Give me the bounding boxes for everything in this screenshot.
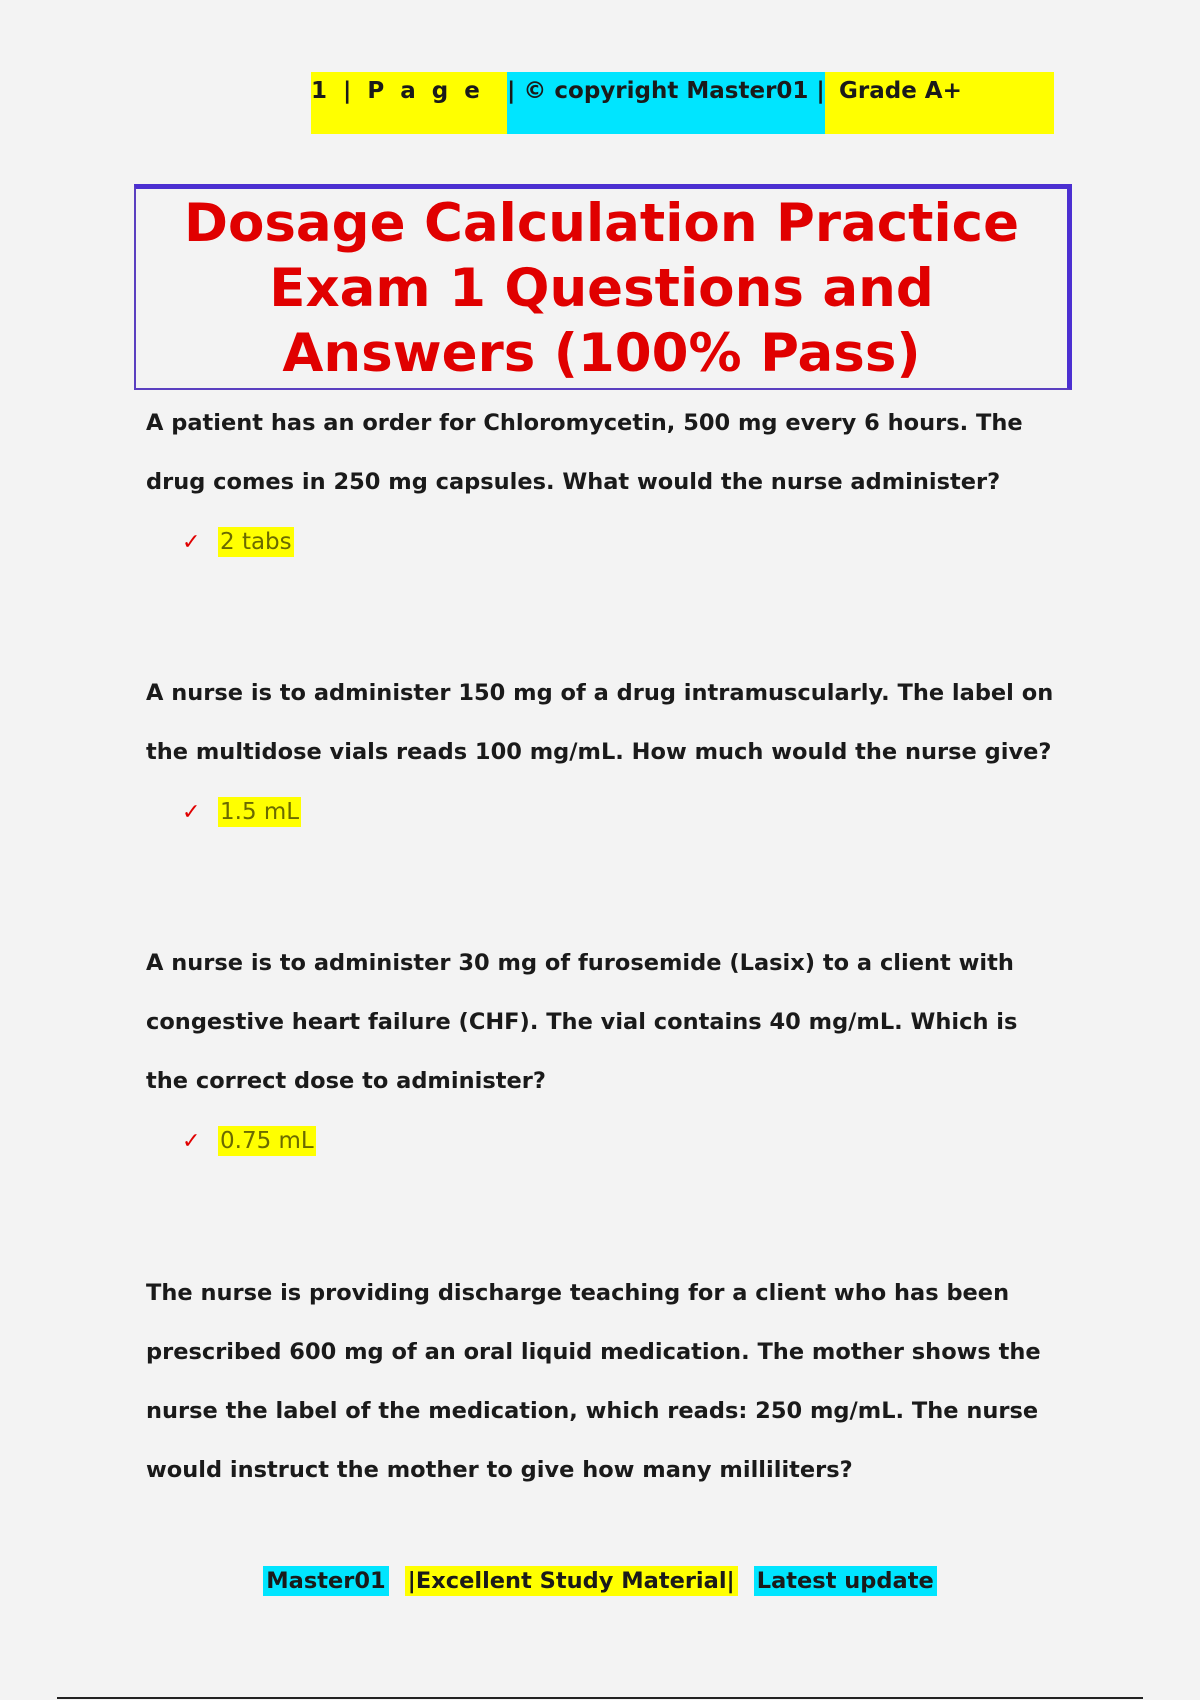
page-footer <box>0 1566 1200 1596</box>
answer-row <box>182 1123 1066 1159</box>
answer-row <box>182 524 1066 560</box>
answer-text: 0.75 mL <box>220 1128 314 1154</box>
question-text: A nurse is to administer 30 mg of furosemide (Lasix) to a client with congestive heart failure (CHF). The vial contains 40 mg/mL. Which is the correct dose to administer? <box>146 950 1018 1094</box>
copyright-notice: | © copyright Master01 | <box>507 72 825 134</box>
footer-tagline: |Excellent Study Material| <box>405 1566 738 1596</box>
footer-author: Master01 <box>263 1566 388 1596</box>
page-header <box>311 72 1054 134</box>
answer-row <box>182 794 1066 830</box>
footer-update: Latest update <box>754 1566 937 1596</box>
grade-label: Grade A+ <box>825 72 1054 134</box>
answer-text: 2 tabs <box>220 529 292 555</box>
answer-text: 1.5 mL <box>220 799 300 825</box>
question-item <box>146 934 1066 1159</box>
check-icon: ✓ <box>182 1128 201 1154</box>
check-icon: ✓ <box>182 529 201 555</box>
page-number: 1 | P a g e <box>311 72 507 134</box>
question-text: A patient has an order for Chloromycetin, 500 mg every 6 hours. The drug comes in 250 mg capsules. What would the nurse administer? <box>146 410 1023 495</box>
document-title: Dosage Calculation Practice Exam 1 Questions and Answers (100% Pass) <box>183 193 1020 384</box>
question-item <box>146 664 1066 830</box>
question-text: The nurse is providing discharge teaching for a client who has been prescribed 600 mg of an oral liquid medication. The mother shows the nurse the label of the medication, which reads: 250 mg/mL. The nurse would instruct the mother to give how many milliliters? <box>146 1280 1041 1483</box>
question-item <box>146 1264 1066 1500</box>
footer-divider <box>57 1697 1143 1699</box>
question-item <box>146 394 1066 560</box>
check-icon: ✓ <box>182 799 201 825</box>
title-box <box>134 184 1072 390</box>
question-text: A nurse is to administer 150 mg of a drug intramuscularly. The label on the multidose vials reads 100 mg/mL. How much would the nurse give? <box>146 680 1054 765</box>
